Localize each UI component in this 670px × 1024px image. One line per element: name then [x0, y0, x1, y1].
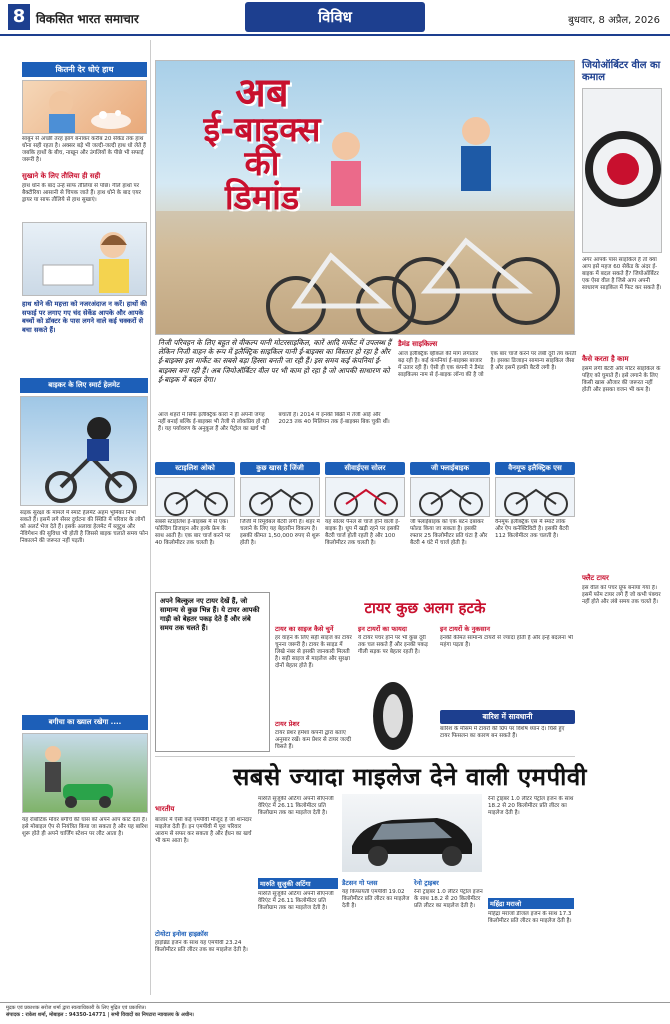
- mower-photo: [22, 733, 148, 813]
- toyota-text: हाइब्रिड इंजन के साथ यह एमपीवी 23.24 किलोमीटर प्रति लीटर तक का माइलेज देती है।: [155, 940, 248, 953]
- mpv-intro-lead: भारतीय: [155, 805, 175, 813]
- imprint-footer: [0, 1002, 670, 1024]
- geo-article: [582, 60, 662, 815]
- card-bike-icon: [410, 477, 490, 517]
- tyre-loss-text: इनकी कीमत सामान्य टायरों से ज्यादा होती है और इन्हें बदलना भी महंगा पड़ता है।: [440, 635, 574, 648]
- renault-article: [414, 876, 484, 999]
- mower-article: [22, 715, 148, 987]
- hands-text: साबुन से अच्छी तरह झाग बनाकर करीब 20 सेकेंड तक हाथ धोना सही रहता है। अक्सर बड़े भी जल्दी-जल्दी हाथ धो लेते हैं जबकि हाथों के बीच, नाखून और उंगलियों के पीछे भी सफाई जरूरी है।: [22, 136, 146, 163]
- footer-line-2: संपादक : राकेश शर्मा, मोबाइल : 94350-14771 | सभी विवादों का निपटारा न्यायालय के अधीन।: [6, 1012, 194, 1018]
- datsun-title: डैटसन गो प्लस: [342, 879, 378, 887]
- card-okko: [155, 462, 235, 589]
- renault-text: रेनो ट्राइबर 1.0 लीटर पेट्रोल इंजन के साथ 18.2 से 20 किलोमीटर प्रति लीटर का माइलेज देती है।: [414, 889, 483, 909]
- hero-body: आज शहरों में सिर्फ इलैक्ट्रिक कारों ने ही अपनी जगह नहीं बनाई बल्कि ई-बाइक्स भी तेजी से लोकप्रिय हो रही हैं। यह पर्यावरण के अनुकूल हैं और पेट्रोल का खर्च भी बचाती हैं। 2014 में इनकी बिक्री में तेजी आई और 2023 तक 40 मिलियन तक ई-बाइक्स बिक चुकी थीं।: [158, 412, 390, 432]
- footer-line-1: मुद्रक एवं प्रकाशक सरोज शर्मा द्वारा स्वत्वाधिकारी के लिए मुद्रित एवं प्रकाशित।: [6, 1005, 147, 1011]
- helmet-title: बाइकर के लिए स्मार्ट हेलमेट: [20, 378, 148, 393]
- column-divider-left: [150, 40, 151, 995]
- tyre-loss-title: इन टायरों के नुकसान: [440, 625, 490, 633]
- car-icon: [342, 794, 482, 872]
- hero-headline-3: की: [244, 144, 280, 184]
- tyre-size-title: टायर का साइज कैसे चुनें: [275, 625, 334, 633]
- mahindra-article: [488, 796, 574, 1001]
- datsun-text: यह किफायती एमपीवी 19.02 किलोमीटर प्रति लीटर का माइलेज देती है।: [342, 889, 410, 909]
- card-vanmoof: [495, 462, 575, 589]
- helmet-text: सड़क सुरक्षा के मामले में स्मार्ट हेलमेट अहम भूमिका निभा सकते हैं। इसमें लगे सेंसर दुर्घटना की स्थिति में परिवार के लोगों को अलर्ट भेज देते हैं। इसके अलावा हेलमेट में ब्लूटूथ और नेविगेशन की सुविधा भी होती है जिससे बाइक चलाते समय फोन निकालने की जरूरत नहीं पड़ती।: [20, 510, 148, 544]
- dry-title: सुखाने के लिए तौलिया ही सही: [22, 172, 101, 180]
- card-bike-icon: [495, 477, 575, 517]
- tyre-icon: [358, 680, 428, 752]
- page-number: 8: [8, 4, 30, 30]
- card-bike-icon: [155, 477, 235, 517]
- tyre-pressure-text: टायर प्रेशर हमेशा कंपनी द्वारा बताए अनुसार रखें। कम प्रेशर से टायर जल्दी घिसते हैं।: [275, 730, 352, 750]
- card-text: जी फ्लाईबाइक को एक बटन दबाकर फोल्ड किया जा सकता है। इसकी रफ्तार 25 किलोमीटर प्रति घंटा है और बैटरी 4 घंटे में चार्ज होती है।: [410, 519, 488, 546]
- tyre-loss-article: [440, 622, 575, 766]
- geo-how-text: इसमें लगी बैटरी और मोटर साइकिल के पहिए को घुमाते हैं। इसे लगाने के लिए किसी खास औजार की जरूरत नहीं होती और इसका वजन भी कम है।: [582, 366, 661, 393]
- mpv-car-photo: [342, 794, 482, 872]
- flat-tyre-text: इस वील को पंचर प्रूफ बनाया गया है। इसमें फोम टायर लगे हैं जो कभी पंक्चर नहीं होते और लंबे समय तक चलते हैं।: [582, 585, 661, 605]
- card-cys-solar: [325, 462, 405, 589]
- card-title: वैनमूफ इलैक्ट्रिक एस: [495, 462, 575, 475]
- mpv-divider: [155, 756, 575, 757]
- mower-text: यह रोबोटिक मोवर बगीचे की घास को अपने आप काट देता है। इसे मोबाइल ऐप से नियंत्रित किया जा सकता है और यह बारिश शुरू होते ही अपने चार्जिंग स्टेशन पर लौट आता है।: [22, 817, 148, 837]
- card-title: जी फ्लाईबाइक: [410, 462, 490, 475]
- tyre-size-text: हर वाहन के लिए सही साइज का टायर चुनना जरूरी है। टायर के साइड में लिखे नंबर से इसकी जानकारी मिलती है। सही साइज से माइलेज और सुरक्षा दोनों बेहतर होते हैं।: [275, 635, 352, 669]
- motorbike-rider-icon: [21, 397, 148, 506]
- rain-text: बारिश के मौसम में टायरों की ग्रिप पर विशेष ध्यान दें। घिसे हुए टायर फिसलन का कारण बन सकते हैं।: [440, 726, 565, 739]
- girl-drying-photo: [22, 222, 147, 296]
- card-text: जिंजी में रिमूवेबल बैटरी लगी है। शहर में चलाने के लिए यह बेहतरीन विकल्प है। इसकी कीमत 1,50,000 रुपए से शुरू होती है।: [240, 519, 320, 546]
- suzuki-title: मारुति सुजुकी अर्टिगा: [258, 878, 338, 889]
- lawn-mower-icon: [23, 734, 148, 813]
- rain-title: बारिश में सावधानी: [440, 710, 575, 724]
- hero-headline-4: डिमांड: [224, 178, 300, 218]
- ebike-cards: [155, 462, 575, 590]
- card-flybike: [410, 462, 490, 589]
- hands-quote: हाथ धोने की महत्ता को नजरअंदाज न करें। हाथों की सफाई पर लगाए गए चंद सेकेंड आपके और आपके बच्चों को डॉक्टर के पास लगने वाले कई चक्करों से बचा सकते हैं।: [22, 300, 147, 334]
- hands-illustration-icon: [23, 81, 147, 134]
- issue-date: बुधवार, 8 अप्रैल, 2026: [568, 15, 660, 26]
- hero-intro: निजी परिवहन के लिए बहुत से वीकल्प यानी मोटरसाइकिल, कारें आदि मार्केट में उपलब्ध हैं लेकिन निजी वाहन के रूप में इलैक्ट्रिक साइकिल यानी ई-बाइक्स का विस्तार हो रहा है और ई-बाइक्स इस मार्केट का सबसे बड़ा हिस्सा बनती जा रही हैं। इस समय कई कंपनियां ई-बाइक्स बना रही हैं। अब जियोऑर्बिटर वील पर भी काम हो रहा है जो आपकी साधारण को ई-बाइक में बदल देगा।: [158, 338, 392, 384]
- drying-illustration-icon: [23, 223, 147, 296]
- mower-title: बगीचा का ख्याल रखेगा ....: [22, 715, 148, 730]
- mahindra-text: महिंद्रा मराजो डीजल इंजन के साथ 17.3 किलोमीटर प्रति लीटर का माइलेज देती है।: [488, 911, 572, 924]
- suzuki-text: मारुति सुजुकी अर्टिगा अपनी सीएनजी वेरिएंट में 26.11 किलोमीटर प्रति किलोग्राम तक का माइलेज देती है।: [258, 891, 334, 911]
- tyre-size-article: [275, 622, 353, 770]
- diamond-text: आज इलैक्ट्रिक व्हीकल की मांग लगातार बढ़ रही है। कई कंपनियां ई-बाइक्स बाजार में उतार रही हैं। ऐसी ही एक कंपनी ने डैमंड साइकिल्स नाम से ई-बाइक लॉन्च की है जो एक बार चार्ज करने पर लंबी दूरी तय करती है। इसका डिजाइन सामान्य साइकिल जैसा है और इसमें हल्की बैटरी लगी है।: [398, 351, 577, 378]
- child-washing-photo: [22, 80, 147, 134]
- card-title: कुछ खास है जिंजी: [240, 462, 320, 475]
- tyre-benefit-article: [358, 622, 434, 679]
- card-title: स्टाइलिश ओको: [155, 462, 235, 475]
- section-title: विविध: [245, 2, 425, 32]
- hands-article: [22, 62, 147, 352]
- flat-tyre-title: फ्लैट टायर: [582, 574, 609, 582]
- dry-text: हाथ धोने के बाद उन्हें साफ तौलिया से पोंछें। गीले हाथों पर बैक्टीरिया आसानी से चिपक जाते हैं। हाथ धोने के बाद एयर ड्रायर या साफ तौलिये से हाथ सुखाएं।: [22, 183, 141, 203]
- mahindra-title: महिंद्रा मराजो: [488, 898, 574, 909]
- mahindra-lead-text: रेनो ट्राइबर 1.0 लीटर पेट्रोल इंजन के साथ 18.2 से 20 किलोमीटर प्रति लीटर का माइलेज देती है।: [488, 796, 574, 816]
- card-title: सीवाईएस सोलर: [325, 462, 405, 475]
- suzuki-lead-text: मारुति सुजुकी अर्टिगा अपनी सीएनजी वेरिएंट में 26.11 किलोमीटर प्रति किलोग्राम तक का माइलेज देती है।: [258, 796, 334, 816]
- hero-headline-1: अब: [235, 70, 289, 116]
- card-jinji: [240, 462, 320, 589]
- tyre-photo: [358, 680, 428, 752]
- tyre-callout-text: अपने बिल्कुल नए टायर देखें हैं, जो सामान्य से कुछ भिन्न हैं। ये टायर आपकी गाड़ी को बेहतर पकड़ देते हैं और लंबे समय तक चलते हैं।: [160, 597, 260, 632]
- tyre-benefit-title: इन टायरों का फायदा: [358, 625, 407, 633]
- hero-headline-2: ई-बाइक्स: [203, 110, 321, 150]
- mpv-headline: सबसे ज्यादा माइलेज देने वाली एमपीवी: [233, 763, 587, 791]
- hands-title: कितनी देर धोएं हाथ: [22, 62, 147, 77]
- helmet-article: [20, 378, 148, 720]
- mpv-intro-text: बाजार में ऐसी कई एमपीवी मौजूद हैं जो शानदार माइलेज देती हैं। इन एमपीवी में पूरा परिवार आराम से सफर कर सकता है और ईंधन का खर्च भी कम आता है।: [155, 817, 252, 844]
- tyre-pressure-title: टायर प्रेशर: [275, 720, 300, 728]
- tyre-callout: [155, 592, 270, 752]
- geo-title: जियोऑर्बिटर वील का कमाल: [582, 60, 661, 83]
- paper-name: विकसित भारत समाचार: [36, 12, 139, 26]
- card-text: यह सोलर पैनल से चार्ज होने वाली ई-बाइक है। धूप में खड़ी रहने पर इसकी बैटरी चार्ज होती रहती है और 100 किलोमीटर तक चलती है।: [325, 519, 401, 546]
- card-text: सबसे स्टाइलिश ई-बाइक्स में से एक। फोल्डिंग डिजाइन और हल्के फ्रेम के साथ आती है। एक बार चार्ज करने पर 40 किलोमीटर तक चलती है।: [155, 519, 231, 546]
- geo-wheel-photo: [582, 88, 662, 253]
- card-text: वैनमूफ इलैक्ट्रिक एस में स्मार्ट लॉक और ऐप कनेक्टिविटी है। इसकी बैटरी 112 किलोमीटर तक चलती है।: [495, 519, 569, 539]
- mpv-intro: [155, 796, 255, 1010]
- renault-title: रेनो ट्राइबर: [414, 879, 439, 887]
- card-bike-icon: [240, 477, 320, 517]
- geo-text: अगर आपके पास साइकिल है तो क्या आप इसे महज 60 सेकेंड के अंदर ई-बाइक में बदल सकते हैं? जियोऑर्बिटर एक ऐसा वील है जिसे आप अपनी साधारण साइकिल में फिट कर सकते हैं।: [582, 257, 662, 291]
- hero-ebike-photo: [155, 60, 575, 335]
- helmet-rider-photo: [20, 396, 148, 506]
- diamond-title: डैमंड साइकिल्स: [398, 340, 438, 348]
- geo-how-title: कैसे करता है काम: [582, 355, 629, 363]
- tyre-benefit-text: ये टायर पंचर होने पर भी कुछ दूरी तक चल सकते हैं और इनकी पकड़ गीली सड़क पर बेहतर रहती है।: [358, 635, 428, 655]
- tyre-headline: टायर कुछ अलग हटके: [364, 599, 486, 617]
- toyota-title: टोयोटा इनोवा हाइक्रॉस: [155, 930, 209, 938]
- card-bike-icon: [325, 477, 405, 517]
- diamond-article: [398, 340, 578, 469]
- datsun-article: [342, 876, 410, 999]
- wheel-icon: [583, 89, 662, 253]
- masthead: [0, 0, 670, 36]
- suzuki-article: [258, 796, 338, 986]
